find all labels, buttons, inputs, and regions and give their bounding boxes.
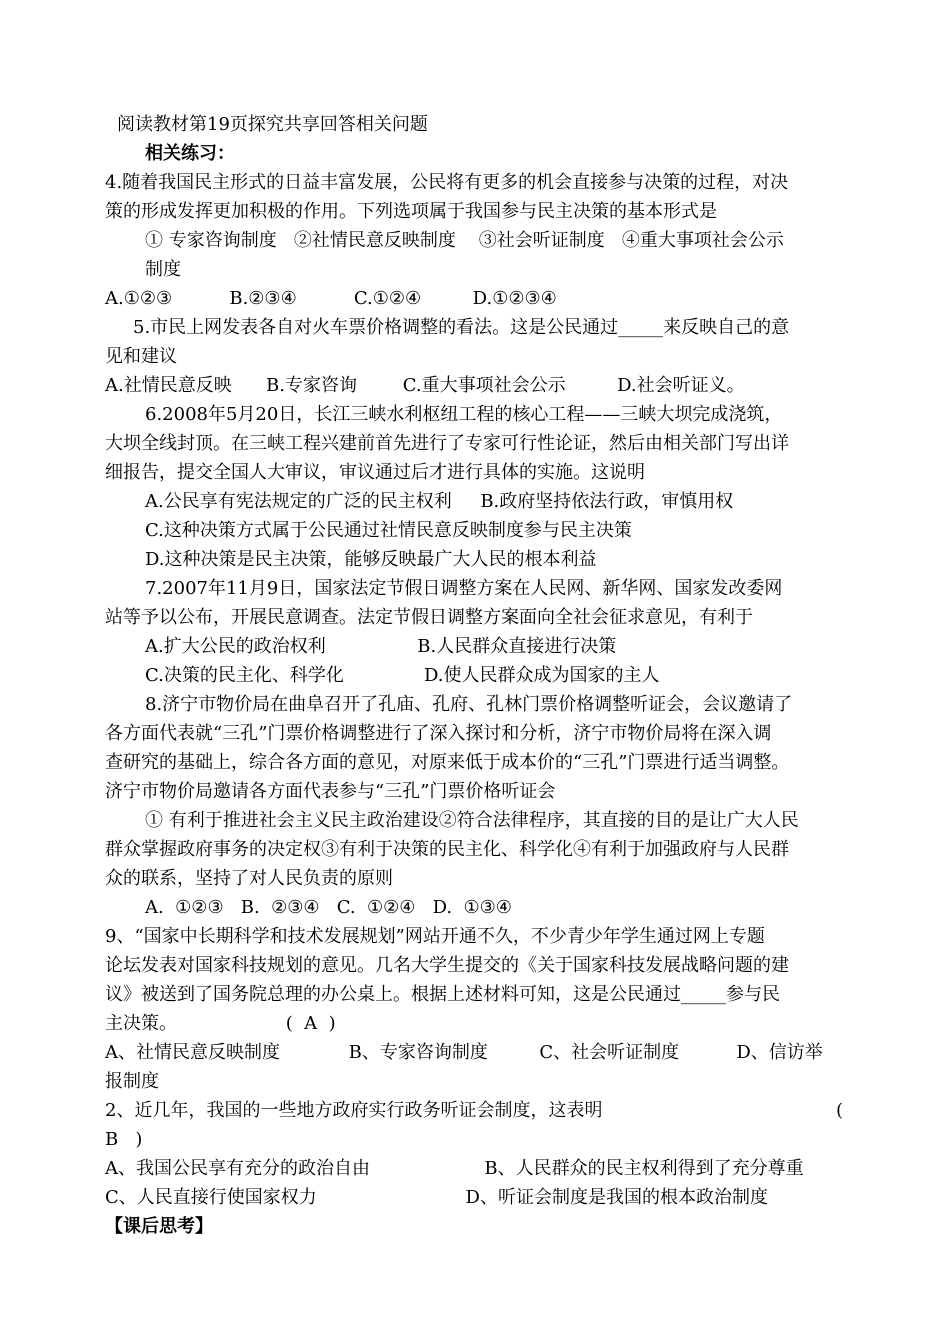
question-5-stem-line-2: 见和建议 (105, 346, 177, 367)
question-8-items-line-1: ① 有利于推进社会主义民主政治建设②符合法律程序，其直接的目的是让广大人民 (145, 810, 799, 831)
section-heading-practice: 相关练习： (145, 143, 235, 164)
question-4-items-line-2: 制度 (145, 259, 181, 280)
question-8-stem-line-2: 各方面代表就“三孔”门票价格调整进行了深入探讨和分析，济宁市物价局将在深入调 (105, 723, 772, 744)
question-8-stem-line-1: 8.济宁市物价局在曲阜召开了孔庙、孔府、孔林门票价格调整听证会，会议邀请了 (145, 694, 793, 715)
question-6-options-ab: A.公民享有宪法规定的广泛的民主权利 B.政府坚持依法行政，审慎用权 (145, 491, 734, 512)
question-5-stem-line-1: 5.市民上网发表各自对火车票价格调整的看法。这是公民通过_____来反映自己的意 (133, 317, 790, 338)
question-9-options-wrap: 报制度 (105, 1071, 159, 1092)
question-9-stem-line-1: 9、“国家中长期科学和技术发展规划”网站开通不久，不少青少年学生通过网上专题 (105, 926, 765, 947)
question-7-options-cd: C.决策的民主化、科学化 D.使人民群众成为国家的主人 (145, 665, 660, 686)
question-4-options: A.①②③ B.②③④ C.①②④ D.①②③④ (105, 288, 557, 309)
question-8-stem-line-3: 查研究的基础上，综合各方面的意见，对原来低于成本价的“三孔”门票进行适当调整。 (105, 752, 790, 773)
question-7-stem-line-1: 7.2007年11月9日，国家法定节假日调整方案在人民网、新华网、国家发改委网 (145, 578, 783, 599)
question-8-items-line-2: 群众掌握政府事务的决定权③有利于决策的民主化、科学化④有利于加强政府与人民群 (105, 839, 789, 860)
question-5-options: A.社情民意反映 B.专家咨询 C.重大事项社会公示 D.社会听证义。 (105, 375, 745, 396)
section-heading-reflection: 【课后思考】 (105, 1216, 213, 1237)
question-4-stem-line-1: 4.随着我国民主形式的日益丰富发展，公民将有更多的机会直接参与决策的过程，对决 (105, 172, 789, 193)
question-4-stem-line-2: 策的形成发挥更加积极的作用。下列选项属于我国参与民主决策的基本形式是 (105, 201, 717, 222)
question-7-options-ab: A.扩大公民的政治权利 B.人民群众直接进行决策 (145, 636, 617, 657)
question-6-option-c: C.这种决策方式属于公民通过社情民意反映制度参与民主决策 (145, 520, 632, 541)
question-2-stem: 2、近几年，我国的一些地方政府实行政务听证会制度，这表明 (105, 1100, 603, 1121)
question-6-stem-line-2: 大坝全线封顶。在三峡工程兴建前首先进行了专家可行性论证，然后由相关部门写出详 (105, 433, 789, 454)
question-6-stem-line-3: 细报告，提交全国人大审议，审议通过后才进行具体的实施。这说明 (105, 462, 645, 483)
question-6-option-d: D.这种决策是民主决策，能够反映最广大人民的根本利益 (145, 549, 597, 570)
question-8-stem-line-4: 济宁市物价局邀请各方面代表参与“三孔”门票价格听证会 (105, 781, 556, 802)
question-8-items-line-3: 众的联系，坚持了对人民负责的原则 (105, 868, 393, 889)
question-9-options: A、社情民意反映制度 B、专家咨询制度 C、社会听证制度 D、信访举 (105, 1042, 823, 1063)
question-4-items-line-1: ① 专家咨询制度 ②社情民意反映制度 ③社会听证制度 ④重大事项社会公示 (145, 230, 784, 251)
question-2-answer-open: ( (836, 1100, 844, 1121)
question-8-options: A. ①②③ B. ②③④ C. ①②④ D. ①③④ (145, 897, 512, 918)
question-7-stem-line-2: 站等予以公布，开展民意调查。法定节假日调整方案面向全社会征求意见，有利于 (105, 607, 753, 628)
question-2-options-ab: A、我国公民享有充分的政治自由 B、人民群众的民主权利得到了充分尊重 (105, 1158, 804, 1179)
question-6-stem-line-1: 6.2008年5月20日，长江三峡水利枢纽工程的核心工程——三峡大坝完成浇筑， (145, 404, 783, 425)
question-9-stem-line-3: 议》被送到了国务院总理的办公桌上。根据上述材料可知，这是公民通过_____参与民 (105, 984, 780, 1005)
question-2-options-cd: C、人民直接行使国家权力 D、听证会制度是我国的根本政治制度 (105, 1187, 768, 1208)
question-9-stem-line-2: 论坛发表对国家科技规划的意见。几名大学生提交的《关于国家科技发展战略问题的建 (105, 955, 789, 976)
reading-instruction: 阅读教材第19页探究共享回答相关问题 (117, 114, 428, 135)
question-2-answer: B ) (105, 1129, 143, 1150)
question-9-stem-line-4: 主决策。 ( A ) (105, 1013, 336, 1034)
